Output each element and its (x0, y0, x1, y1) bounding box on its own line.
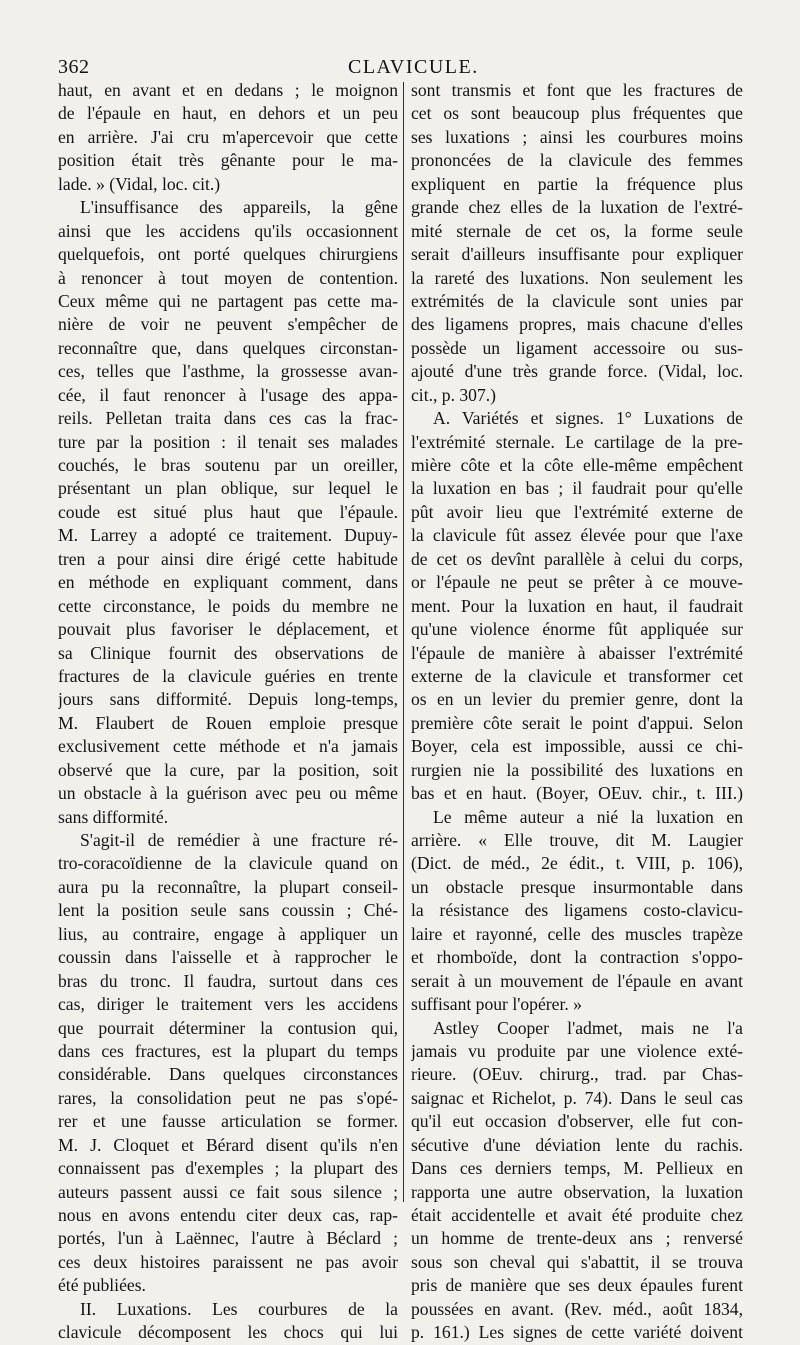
text-line: lent la position seule sans coussin ; Ché- (58, 900, 398, 921)
text-line: serait à un mouvement de l'épaule en avant (411, 970, 743, 991)
text-line: première côte serait le point d'appui. Selon (411, 712, 743, 733)
text-line: (Dict. de méd., 2e édit., t. VIII, p. 106), (411, 853, 743, 874)
text-line: un obstacle à la guérison avec peu ou même (58, 783, 398, 804)
text-line: cée, il faut renoncer à l'usage des appa- (58, 384, 398, 405)
text-line: os en un levier du premier genre, dont la (411, 689, 743, 710)
text-line: M. Larrey a adopté ce traitement. Dupuy- (58, 525, 398, 546)
text-line: L'insuffisance des appareils, la gêne (80, 197, 398, 218)
text-line: sa Clinique fournit des observations de (58, 642, 398, 663)
text-line: or l'épaule ne peut se prêter à ce mouve- (411, 572, 743, 593)
text-line: connaissent pas d'exemples ; la plupart des (58, 1158, 398, 1179)
text-line: jours sans difformité. Depuis long-temps, (58, 689, 398, 710)
text-line: S'agit-il de remédier à une fracture ré- (80, 830, 398, 850)
text-line: la rareté des luxations. Non seulement les (411, 267, 743, 288)
text-line: nière de voir ne peuvent s'empêcher de (58, 314, 398, 335)
text-line: sécutive d'une déviation lente du rachis. (411, 1134, 743, 1155)
text-line: bras du tronc. Il faudra, surtout dans ces (58, 970, 398, 991)
text-line: position était très gênante pour le ma- (58, 150, 398, 171)
text-line: été publiées. (58, 1275, 146, 1296)
column-divider (403, 82, 404, 1202)
text-line: Astley Cooper l'admet, mais ne l'a (433, 1017, 743, 1038)
text-line: externe de la clavicule et transformer cet (411, 665, 743, 686)
text-line: grande chez elles de la luxation de l'extré- (411, 197, 743, 218)
text-line: jamais vu produite par une violence exté- (411, 1040, 743, 1061)
page-number: 362 (58, 56, 90, 78)
text-line: extrémités de la clavicule sont unies par (411, 290, 743, 311)
text-line: ainsi que les accidens qu'ils occasionnent (58, 220, 398, 241)
text-line: rieure. (OEuv. chirurg., trad. par Chas- (411, 1064, 743, 1085)
text-line: clavicule décomposent les chocs qui lui (58, 1322, 398, 1343)
text-line: haut, en avant et en dedans ; le moignon (58, 80, 398, 100)
text-line: bas et en haut. (Boyer, OEuv. chir., t. III.) (411, 783, 743, 804)
text-line: un obstacle presque insurmontable dans (411, 876, 743, 897)
text-line: et rhomboïde, dont la contraction s'oppo- (411, 947, 743, 968)
text-line: suffisant pour l'opérer. » (411, 994, 582, 1015)
text-line: considérable. Dans quelques circonstances (58, 1064, 398, 1085)
text-line: de cet os devînt parallèle à celui du corps, (411, 548, 743, 569)
text-line: prononcées de la clavicule des femmes (411, 150, 743, 171)
text-line: possède un ligament accessoire ou sus- (411, 337, 743, 358)
text-line: fractures de la clavicule guéries en trente (58, 665, 398, 686)
text-line: tren a pour ainsi dire érigé cette habitude (58, 548, 398, 569)
text-line: ajouté d'une très grande force. (Vidal, loc. (411, 361, 743, 382)
text-line: saignac et Richelot, p. 74). Dans le seul cas (411, 1087, 743, 1108)
text-line: sont transmis et font que les fractures de (411, 80, 743, 100)
text-line: cas, diriger le traitement vers les accidens (58, 994, 398, 1015)
text-line: laire et rayonné, celle des muscles trapèze (411, 923, 743, 944)
text-line: rapporta une autre observation, la luxation (411, 1181, 743, 1202)
text-line: lade. » (Vidal, loc. cit.) (58, 173, 221, 194)
text-line: quelquefois, ont porté quelques chirurgiens (58, 244, 398, 265)
text-line: ture par la position : il tenait ses malades (58, 431, 398, 452)
text-line: auteurs passent aussi ce fait sous silence ; (58, 1181, 398, 1202)
text-line: ses luxations ; ainsi les courbures moins (411, 126, 743, 147)
text-line: l'extrémité sternale. Le cartilage de la pre- (411, 431, 743, 452)
text-line: coude est situé plus haut que l'épaule. (58, 501, 398, 522)
text-line: poussées en avant. (Rev. méd., août 1834, (411, 1298, 743, 1319)
text-line: de l'épaule en haut, en dehors et un peu (58, 103, 398, 124)
text-line: ces, telles que l'asthme, la grossesse avan- (58, 361, 398, 382)
text-line: p. 161.) Les signes de cette variété doivent (411, 1322, 743, 1343)
text-line: à renoncer à tout moyen de contention. (58, 267, 398, 288)
text-line: reils. Pelletan traita dans ces cas la frac- (58, 408, 398, 429)
running-title: CLAVICULE. (348, 56, 479, 78)
text-line: A. Variétés et signes. 1° Luxations de (433, 408, 743, 429)
text-line: nous en avons entendu citer deux cas, rap- (58, 1205, 398, 1225)
text-line: pût avoir lieu que l'extrémité externe de (411, 501, 743, 522)
text-line: lius, au contraire, engage à appliquer un (58, 923, 398, 944)
text-line: cette circonstance, le poids du membre ne (58, 595, 398, 616)
text-line: pouvait plus favoriser le déplacement, et (58, 619, 398, 640)
text-line: rer et une fausse articulation se former. (58, 1111, 398, 1132)
text-line: la résistance des ligamens costo-clavicu- (411, 900, 743, 921)
text-line: Ceux même qui ne partagent pas cette ma- (58, 290, 398, 311)
text-line: II. Luxations. Les courbures de la (80, 1298, 398, 1319)
text-line: dans ces fractures, est la plupart du temps (58, 1040, 398, 1061)
text-line: était accidentelle et avait été produite chez (411, 1205, 743, 1225)
text-line: sans difformité. (58, 806, 169, 827)
text-line: coussin dans l'aisselle et à rapprocher le (58, 947, 398, 968)
text-line: mité sternale de cet os, la forme seule (411, 220, 743, 241)
text-line: la clavicule fût assez élevée pour que l'axe (411, 525, 743, 546)
text-line: couchés, le bras soutenu par un oreiller, (58, 455, 398, 475)
text-line: mière côte et la côte elle-même empêchent (411, 455, 743, 475)
page-header (58, 56, 748, 80)
text-line: M. J. Cloquet et Bérard disent qu'ils n'en (58, 1134, 398, 1155)
text-line: arrière. « Elle trouve, dit M. Laugier (411, 830, 743, 850)
text-line: que pourrait déterminer la contusion qui, (58, 1017, 398, 1038)
text-line: Le même auteur a nié la luxation en (433, 806, 743, 827)
text-line: M. Flaubert de Rouen emploie presque (58, 712, 398, 733)
text-line: expliquent en partie la fréquence plus (411, 173, 743, 194)
text-line: Dans ces derniers temps, M. Pellieux en (411, 1158, 743, 1179)
text-line: observé que la cure, par la position, soit (58, 759, 398, 780)
text-line: aura pu la reconnaître, la plupart conseil- (58, 876, 398, 897)
text-line: tro-coracoïdienne de la clavicule quand on (58, 853, 398, 874)
text-line: en arrière. J'ai cru m'apercevoir que cette (58, 126, 398, 147)
text-line: en méthode en expliquant comment, dans (58, 572, 398, 593)
text-line: l'épaule de manière à abaisser l'extrémité (411, 642, 743, 663)
text-line: qu'une violence énorme fût appliquée sur (411, 619, 743, 640)
text-line: serait d'ailleurs insuffisante pour expliquer (411, 244, 743, 265)
text-line: portés, l'un à Laënnec, l'autre à Béclard ; (58, 1228, 398, 1249)
text-line: exclusivement cette méthode et n'a jamais (58, 736, 398, 757)
right-text-column (411, 79, 743, 1345)
text-line: la luxation en bas ; il faudrait pour qu'elle (411, 478, 743, 499)
text-line: reconnaître que, dans quelques circonstan- (58, 337, 398, 358)
text-line: présentant un plan oblique, sur lequel le (58, 478, 398, 499)
text-line: cit., p. 307.) (411, 384, 497, 405)
text-line: rares, la consolidation peut ne pas s'opé- (58, 1087, 398, 1108)
text-line: cet os sont beaucoup plus fréquentes que (411, 103, 743, 124)
text-line: ces deux histoires paraissent ne pas avoir (58, 1251, 398, 1272)
text-line: un homme de trente-deux ans ; renversé (411, 1228, 743, 1249)
text-line: pris de manière que ses deux épaules furent (411, 1275, 743, 1296)
text-line: qu'il eut occasion d'observer, elle fut con- (411, 1111, 743, 1132)
text-line: des ligamens propres, mais chacune d'elles (411, 314, 743, 335)
text-line: sous son cheval qui s'abattit, il se trouva (411, 1251, 743, 1272)
text-line: Boyer, cela est impossible, aussi ce chi- (411, 736, 743, 757)
text-line: rurgien nie la possibilité des luxations en (411, 759, 743, 780)
text-line: ment. Pour la luxation en haut, il faudrait (411, 595, 743, 616)
left-text-column (58, 79, 398, 1345)
